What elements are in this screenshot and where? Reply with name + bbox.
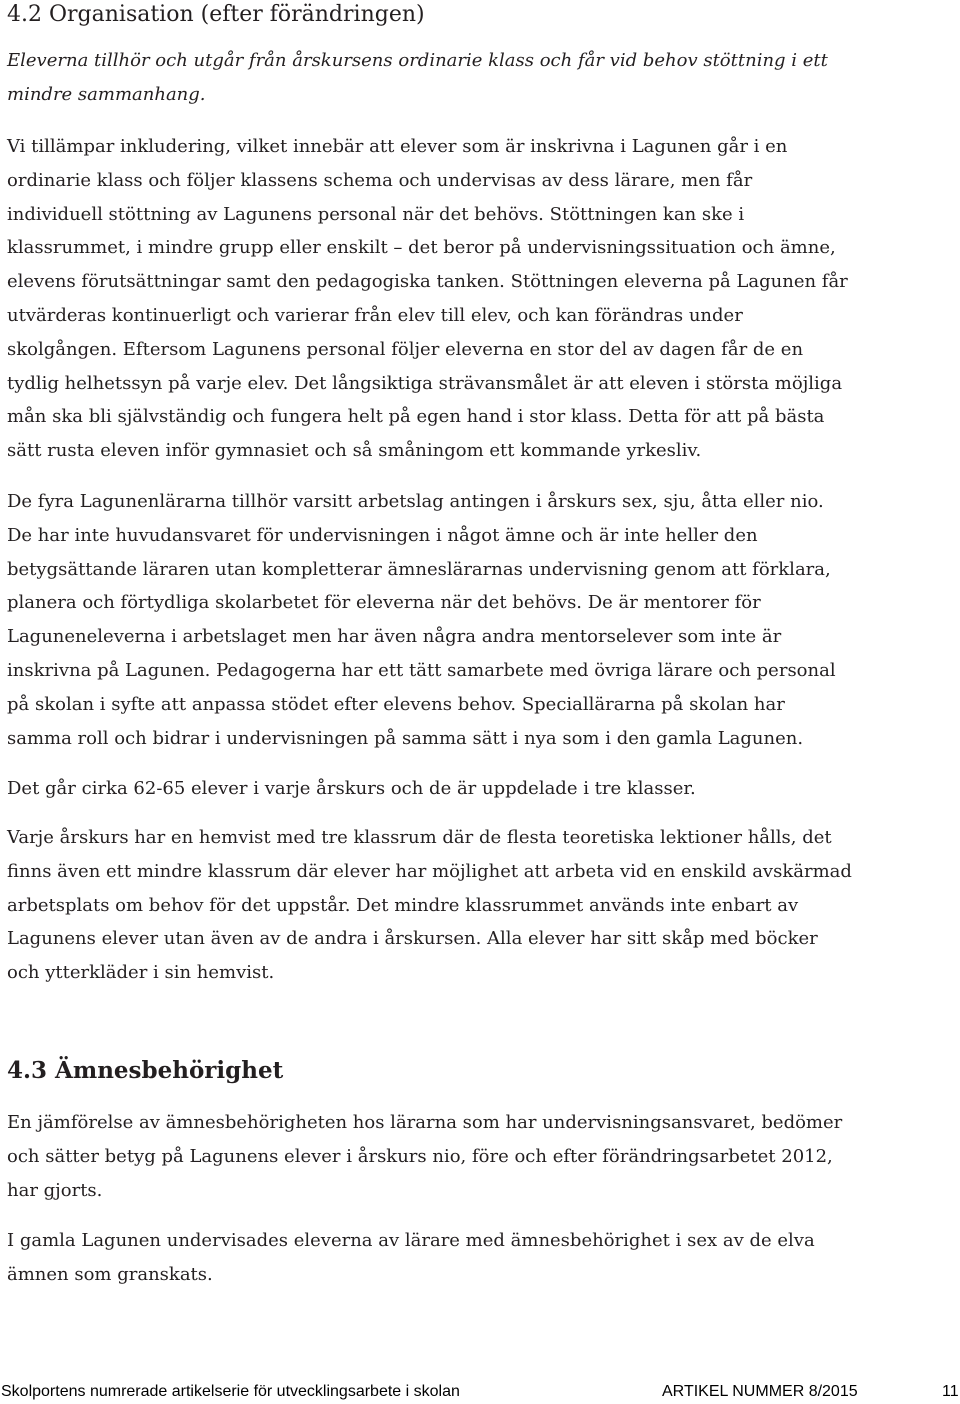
page-footer xyxy=(0,1382,960,1404)
body-paragraph-teachers: De fyra Lagunenlärarna tillhör varsitt arbetslag antingen i årskurs sex, sju, åtta eller nio. De har inte huvudansvaret för undervisningen i något ämne och är inte heller den betygsättande läraren utan kompletterar ämneslärarnas undervisning genom att förklara, planera och förtydliga skolarbetet för eleverna när det behövs. De är mentorer för Laguneneleverna i arbetslaget men har även några andra mentorselever som inte är inskrivna på Lagunen. Pedagogerna har ett tätt samarbete med övriga lärare och personal på skolan i syfte att anpassa stödet efter elevens behov. Speciallärarna på skolan har samma roll och bidrar i undervisningen på samma sätt i nya som i den gamla Lagunen. xyxy=(7,491,836,749)
section-lead-italic: Eleverna tillhör och utgår från årskursens ordinarie klass och får vid behov stöttning i ett mindre sammanhang. xyxy=(7,50,828,105)
footer-article-number: ARTIKEL NUMMER 8/2015 xyxy=(662,1383,858,1400)
body-paragraph-inclusion: Vi tillämpar inkludering, vilket innebär att elever som är inskrivna i Lagunen går i en ordinarie klass och följer klassens schema och undervisas av dess lärare, men får individuell stöttning av Lagunens personal när det behövs. Stöttningen kan ske i klassrummet, i mindre grupp eller enskilt – det beror på undervisningssituation och ämne, elevens förutsättningar samt den pedagogiska tanken. Stöttningen eleverna på Lagunen får utvärderas kontinuerligt och varierar från elev till elev, och kan förändras under skolgången. Eftersom Lagunens personal följer eleverna en stor del av dagen får de en tydlig helhetssyn på varje elev. Det långsiktiga strävansmålet är att eleven i största möjliga mån ska bli självständig och fungera helt på egen hand i stor klass. Detta för att på bästa sätt rusta eleven inför gymnasiet och så småningom ett kommande yrkesliv. xyxy=(7,136,848,462)
footer-series-title: Skolportens numrerade artikelserie för utvecklingsarbete i skolan xyxy=(1,1383,460,1400)
body-paragraph-comparison: En jämförelse av ämnesbehörigheten hos lärarna som har undervisningsansvaret, bedömer och sätter betyg på Lagunens elever i årskurs nio, före och efter förändringsarbetet 2012, har gjorts. xyxy=(7,1112,843,1201)
section-heading-4-3: 4.3 Ämnesbehörighet xyxy=(7,1057,284,1084)
section-heading-4-2: 4.2 Organisation (efter förändringen) xyxy=(7,2,425,27)
body-paragraph-hemvist: Varje årskurs har en hemvist med tre klassrum där de flesta teoretiska lektioner hålls, det finns även ett mindre klassrum där elever har möjlighet att arbeta vid en enskild avskärmad arbetsplats om behov för det uppstår. Det mindre klassrummet används inte enbart av Lagunens elever utan även av de andra i årskursen. Alla elever har sitt skåp med böcker och ytterkläder i sin hemvist. xyxy=(7,827,852,984)
body-paragraph-old-lagunen: I gamla Lagunen undervisades eleverna av lärare med ämnesbehörighet i sex av de elva ämnen som granskats. xyxy=(7,1230,815,1285)
footer-page-number: 11 xyxy=(942,1383,959,1400)
body-paragraph-classes: Det går cirka 62-65 elever i varje årskurs och de är uppdelade i tre klasser. xyxy=(7,778,696,799)
